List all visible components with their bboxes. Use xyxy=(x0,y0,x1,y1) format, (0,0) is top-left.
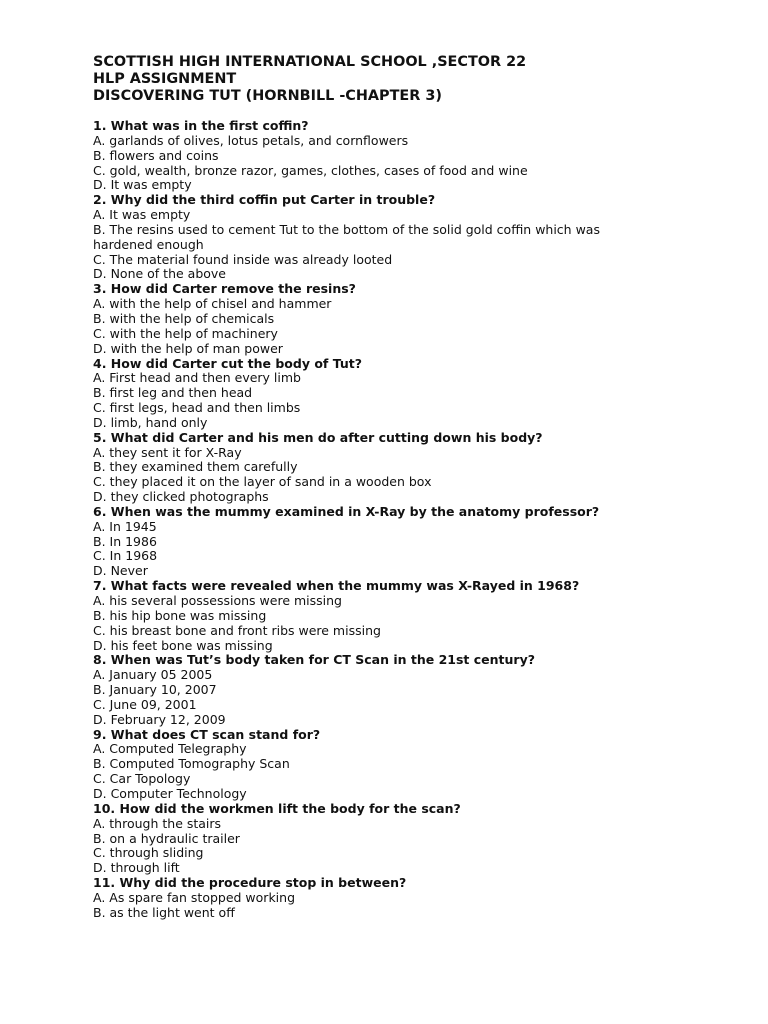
assignment-title: HLP ASSIGNMENT xyxy=(93,71,237,87)
answer-option: A. In 1945 xyxy=(93,518,157,534)
question-text: 9. What does CT scan stand for? xyxy=(93,726,321,742)
question-item xyxy=(93,193,693,282)
answer-option: A. January 05 2005 xyxy=(93,667,213,683)
answer-option: D. February 12, 2009 xyxy=(93,711,226,727)
answer-option: D. they clicked photographs xyxy=(93,489,269,505)
question-item xyxy=(93,431,693,505)
answer-option: B. on a hydraulic trailer xyxy=(93,830,240,846)
question-text: 7. What facts were revealed when the mummy was X-Rayed in 1968? xyxy=(93,578,580,594)
question-text: 2. Why did the third coffin put Carter in trouble? xyxy=(93,192,436,208)
question-text: 5. What did Carter and his men do after cutting down his body? xyxy=(93,429,543,445)
question-text: 6. When was the mummy examined in X-Ray by the anatomy professor? xyxy=(93,503,600,519)
answer-option: A. with the help of chisel and hammer xyxy=(93,296,332,312)
answer-option: D. limb, hand only xyxy=(93,414,208,430)
answer-option: B. his hip bone was missing xyxy=(93,607,267,623)
answer-option: C. Car Topology xyxy=(93,771,191,787)
question-text: 3. How did Carter remove the resins? xyxy=(93,281,356,297)
answer-option: B. as the light went off xyxy=(93,904,235,920)
answer-option: C. they placed it on the layer of sand in a wooden box xyxy=(93,474,432,490)
answer-option: C. The material found inside was already looted xyxy=(93,251,393,267)
question-text: 1. What was in the first coffin? xyxy=(93,118,309,133)
chapter-title: DISCOVERING TUT (HORNBILL -CHAPTER 3) xyxy=(93,88,442,104)
answer-option: D. It was empty xyxy=(93,177,192,193)
answer-option: A. they sent it for X-Ray xyxy=(93,444,242,460)
question-item xyxy=(93,579,693,653)
answer-option: C. his breast bone and front ribs were missing xyxy=(93,622,381,638)
answer-option: A. his several possessions were missing xyxy=(93,593,342,608)
question-item xyxy=(93,282,693,356)
answer-option: B. In 1986 xyxy=(93,533,157,549)
answer-option: D. through lift xyxy=(93,860,180,876)
question-item xyxy=(93,802,693,876)
answer-option: C. June 09, 2001 xyxy=(93,696,197,712)
document-header xyxy=(93,54,693,105)
answer-option: D. with the help of man power xyxy=(93,340,283,356)
question-text: 8. When was Tut’s body taken for CT Scan in the 21st century? xyxy=(93,652,535,668)
answer-option: A. through the stairs xyxy=(93,815,222,831)
answer-option: B. first leg and then head xyxy=(93,385,253,401)
answer-option: D. Computer Technology xyxy=(93,785,247,801)
answer-option: A. It was empty xyxy=(93,207,191,223)
question-text: 4. How did Carter cut the body of Tut? xyxy=(93,355,363,371)
answer-option: B. January 10, 2007 xyxy=(93,682,217,698)
question-item xyxy=(93,505,693,579)
answer-option: A. First head and then every limb xyxy=(93,370,301,386)
question-item xyxy=(93,728,693,802)
answer-option: C. through sliding xyxy=(93,845,204,861)
answer-option: D. Never xyxy=(93,563,148,579)
answer-option: C. gold, wealth, bronze razor, games, clothes, cases of food and wine xyxy=(93,162,528,178)
answer-option: C. first legs, head and then limbs xyxy=(93,400,301,416)
answer-option: A. As spare fan stopped working xyxy=(93,889,296,905)
document-page xyxy=(93,54,693,921)
answer-option: C. with the help of machinery xyxy=(93,325,278,341)
question-text: 11. Why did the procedure stop in between? xyxy=(93,875,407,891)
answer-option: A. Computed Telegraphy xyxy=(93,741,247,757)
question-list xyxy=(93,119,693,921)
question-item xyxy=(93,653,693,727)
answer-option: A. garlands of olives, lotus petals, and cornflowers xyxy=(93,132,409,148)
question-text: 10. How did the workmen lift the body for the scan? xyxy=(93,800,461,816)
answer-option: D. None of the above xyxy=(93,266,226,282)
question-item xyxy=(93,876,693,921)
school-name: SCOTTISH HIGH INTERNATIONAL SCHOOL ,SECTOR 22 xyxy=(93,54,527,70)
answer-option: C. In 1968 xyxy=(93,548,158,564)
answer-option: B. with the help of chemicals xyxy=(93,310,275,326)
answer-option: D. his feet bone was missing xyxy=(93,637,273,653)
question-item xyxy=(93,357,693,431)
answer-option: B. they examined them carefully xyxy=(93,459,298,475)
question-item xyxy=(93,119,693,193)
answer-option: B. flowers and coins xyxy=(93,147,219,163)
answer-option: B. The resins used to cement Tut to the bottom of the solid gold coffin which was hardened enough xyxy=(93,221,600,252)
answer-option: B. Computed Tomography Scan xyxy=(93,756,290,772)
